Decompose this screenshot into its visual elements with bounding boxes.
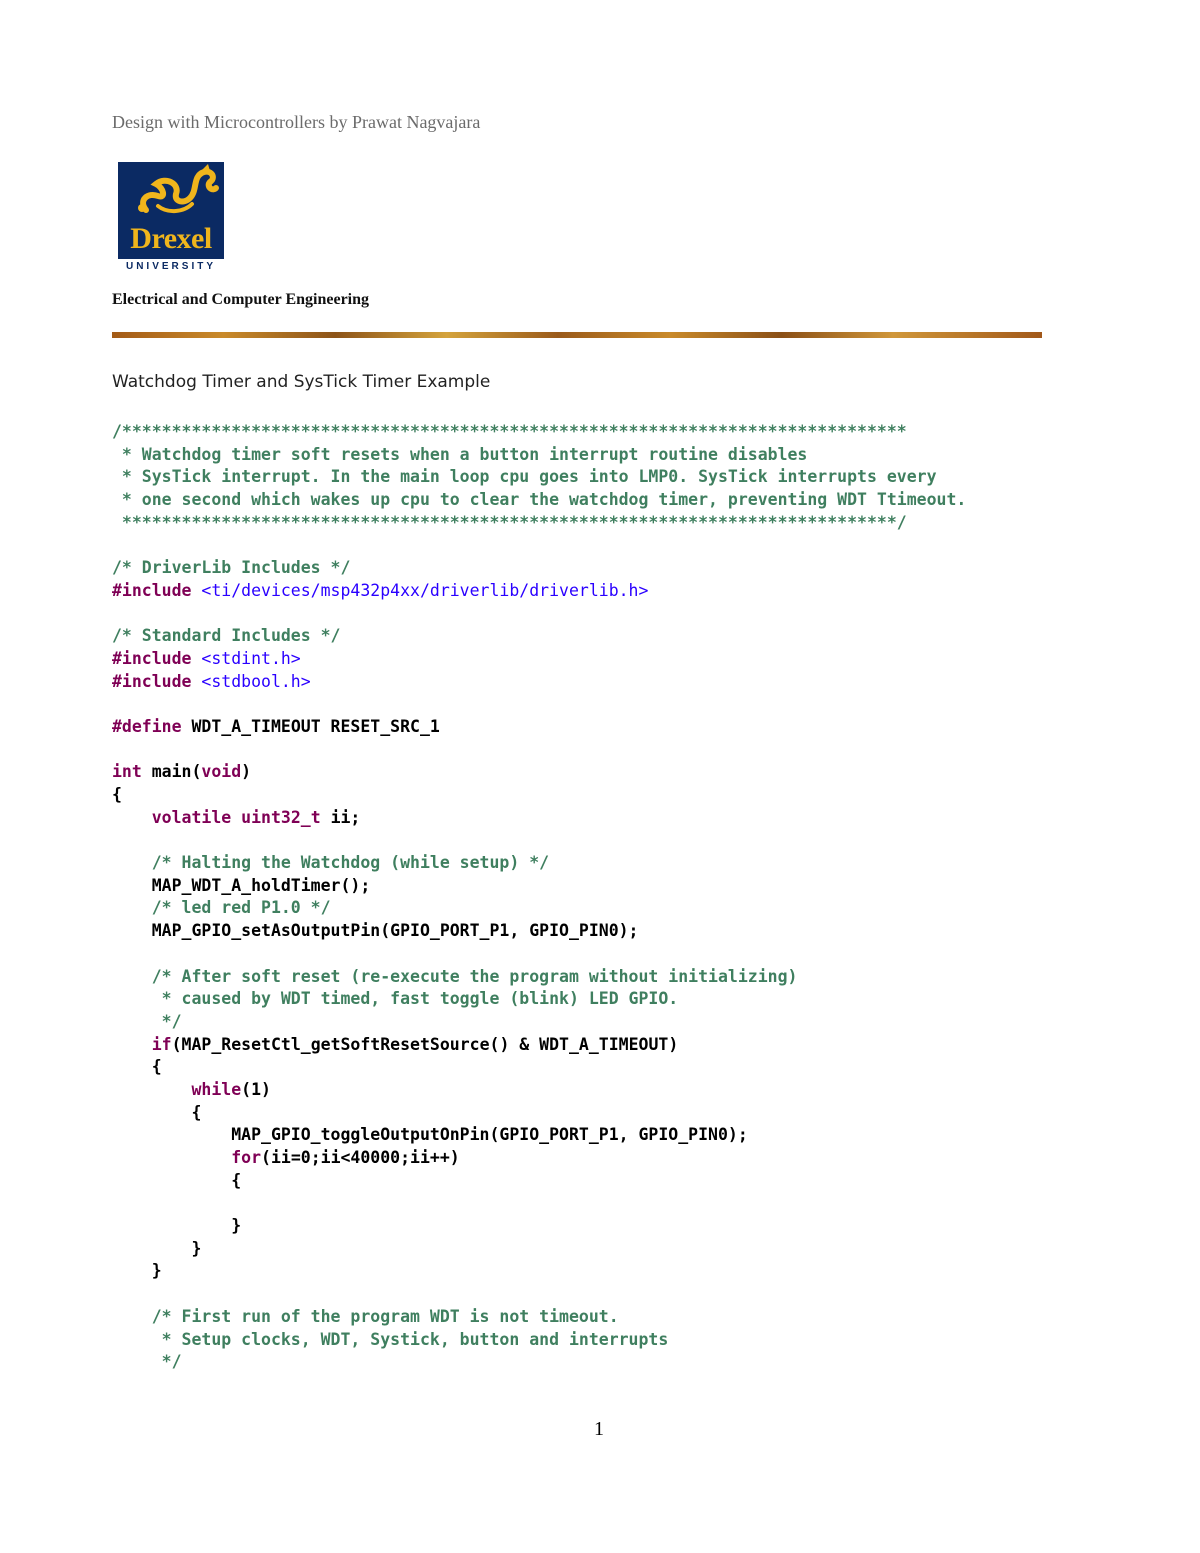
code-blank-line <box>112 1283 966 1306</box>
code-token: #include <box>112 648 202 668</box>
code-token: uint32_t <box>241 807 331 827</box>
code-line: } <box>112 1238 202 1258</box>
code-token: for <box>231 1148 262 1167</box>
code-line: * caused by WDT timed, fast toggle (blink) LED GPIO. <box>112 989 679 1009</box>
code-token: #include <box>112 671 202 691</box>
code-token: if <box>151 1034 172 1054</box>
code-blank-line <box>112 693 966 716</box>
code-line: */ <box>112 1352 182 1372</box>
code-line <box>112 671 966 694</box>
code-line: } <box>112 1216 242 1236</box>
page-number: 1 <box>594 1418 604 1440</box>
code-line: MAP_WDT_A_holdTimer(); <box>112 875 371 895</box>
code-line <box>112 761 966 784</box>
code-blank-line <box>112 1192 966 1215</box>
code-line <box>112 1034 966 1057</box>
code-line: */ <box>112 1011 182 1031</box>
code-line: * Watchdog timer soft resets when a button interrupt routine disables <box>112 444 808 464</box>
code-indent <box>112 1148 231 1167</box>
code-token: #define <box>112 716 192 736</box>
code-line: { <box>112 1170 242 1190</box>
code-line <box>112 1079 966 1102</box>
code-token: <ti/devices/msp432p4xx/driverlib/driverlib.h> <box>201 580 649 600</box>
code-token: int <box>112 762 152 782</box>
code-indent <box>112 1035 152 1054</box>
code-line <box>112 716 966 739</box>
code-token: main( <box>151 762 202 782</box>
code-line: } <box>112 1261 162 1281</box>
logo-wordmark: Drexel <box>130 222 212 255</box>
code-line: /* led red P1.0 */ <box>112 898 331 918</box>
document-title: Watchdog Timer and SysTick Timer Example <box>112 372 491 392</box>
code-line: { <box>112 785 122 804</box>
logo-emblem <box>118 162 224 259</box>
code-token: #include <box>112 580 202 600</box>
code-token: <stdint.h> <box>201 648 301 668</box>
code-token: volatile <box>151 807 242 827</box>
code-indent <box>112 808 152 827</box>
code-token: (1) <box>241 1079 271 1099</box>
code-token: while <box>191 1079 242 1099</box>
code-line: * one second which wakes up cpu to clear the watchdog timer, preventing WDT Ttimeout. <box>112 490 967 510</box>
code-line: ******************************************************************************/ <box>112 512 907 532</box>
code-line: * SysTick interrupt. In the main loop cpu goes into LMP0. SysTick interrupts every <box>112 467 937 487</box>
code-line: { <box>112 1102 202 1122</box>
code-token: ii; <box>330 807 361 827</box>
dragon-icon <box>118 162 224 224</box>
code-listing <box>112 421 966 1374</box>
page-header: Design with Microcontrollers by Prawat Nagvajara <box>112 112 481 132</box>
code-line: MAP_GPIO_setAsOutputPin(GPIO_PORT_P1, GPIO_PIN0); <box>112 921 639 941</box>
code-line <box>112 807 966 830</box>
code-line <box>112 580 966 603</box>
code-line: /* After soft reset (re-execute the program without initializing) <box>112 966 798 986</box>
drexel-logo <box>118 162 224 274</box>
code-token: WDT_A_TIMEOUT RESET_SRC_1 <box>191 716 440 736</box>
code-token: ) <box>241 762 252 782</box>
code-line: * Setup clocks, WDT, Systick, button and interrupts <box>112 1329 669 1349</box>
code-token: (MAP_ResetCtl_getSoftResetSource() & WDT_A_TIMEOUT) <box>171 1034 679 1054</box>
code-blank-line <box>112 739 966 762</box>
header-divider <box>112 332 1042 338</box>
code-line: MAP_GPIO_toggleOutputOnPin(GPIO_PORT_P1, GPIO_PIN0); <box>112 1125 748 1145</box>
code-line: /* Standard Includes */ <box>112 626 341 646</box>
code-token: void <box>201 762 242 782</box>
code-blank-line <box>112 829 966 852</box>
code-line <box>112 1147 966 1170</box>
department-name: Electrical and Computer Engineering <box>112 291 370 308</box>
code-token: (ii=0;ii<40000;ii++) <box>261 1148 460 1167</box>
code-line: /******************************************************************************* <box>112 422 907 441</box>
code-token: <stdbool.h> <box>201 671 311 691</box>
code-line: /* DriverLib Includes */ <box>112 558 351 578</box>
code-line <box>112 648 966 671</box>
code-blank-line <box>112 943 966 966</box>
code-blank-line <box>112 534 966 557</box>
code-line: /* First run of the program WDT is not timeout. <box>112 1306 619 1326</box>
code-indent <box>112 1080 191 1099</box>
logo-subtitle: UNIVERSITY <box>125 261 216 272</box>
code-blank-line <box>112 603 966 626</box>
code-line: /* Halting the Watchdog (while setup) */ <box>112 853 550 873</box>
code-line: { <box>112 1057 162 1077</box>
